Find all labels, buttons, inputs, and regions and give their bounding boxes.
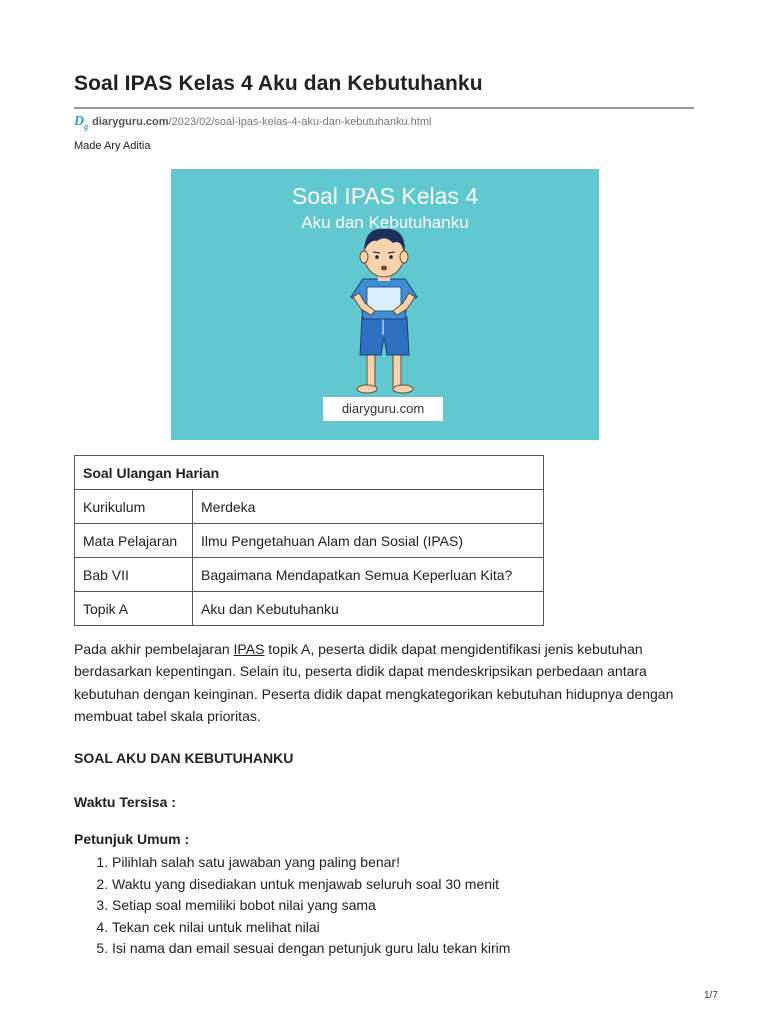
source-domain[interactable]: diaryguru.com xyxy=(92,116,169,129)
table-row xyxy=(75,490,544,524)
info-table xyxy=(74,455,544,626)
table-value: Ilmu Pengetahuan Alam dan Sosial (IPAS) xyxy=(193,524,544,558)
section-heading: SOAL AKU DAN KEBUTUHANKU xyxy=(74,750,294,766)
list-item: 4. Tekan cek nilai untuk melihat nilai xyxy=(112,917,510,939)
table-key: Topik A xyxy=(75,592,193,626)
banner-site-tag: diaryguru.com xyxy=(323,397,443,421)
diaryguru-logo-icon: $D_g$ xyxy=(74,114,89,131)
table-row xyxy=(75,524,544,558)
page-number: 1/7 xyxy=(704,990,718,1001)
source-url[interactable] xyxy=(74,114,431,131)
banner-title: Soal IPAS Kelas 4 xyxy=(291,183,479,209)
table-value: Merdeka xyxy=(193,490,544,524)
source-path[interactable]: /2023/02/soal-ipas-kelas-4-aku-dan-kebutuhanku.html xyxy=(168,116,432,129)
list-item: 2. Waktu yang disediakan untuk menjawab seluruh soal 30 menit xyxy=(112,874,510,896)
table-header: Soal Ulangan Harian xyxy=(75,456,544,490)
guide-heading: Petunjuk Umum : xyxy=(74,831,190,847)
guide-list xyxy=(74,852,510,960)
author-name: Made Ary Aditia xyxy=(74,140,151,152)
list-item: 5. Isi nama dan email sesuai dengan petunjuk guru lalu tekan kirim xyxy=(112,938,510,960)
table-row xyxy=(75,558,544,592)
title-divider xyxy=(74,107,694,109)
time-remaining-label: Waktu Tersisa : xyxy=(74,794,176,810)
table-value: Aku dan Kebutuhanku xyxy=(193,592,544,626)
ipas-link[interactable]: IPAS xyxy=(233,641,265,657)
list-item: 1. Pilihlah salah satu jawaban yang paling benar! xyxy=(112,852,510,874)
page-title: Soal IPAS Kelas 4 Aku dan Kebutuhanku xyxy=(74,72,483,95)
table-row xyxy=(75,592,544,626)
table-key: Bab VII xyxy=(75,558,193,592)
table-key: Mata Pelajaran xyxy=(75,524,193,558)
table-key: Kurikulum xyxy=(75,490,193,524)
list-item: 3. Setiap soal memiliki bobot nilai yang sama xyxy=(112,895,510,917)
table-header-row xyxy=(75,456,544,490)
banner-subtitle: Aku dan Kebutuhanku xyxy=(301,213,469,232)
cover-image xyxy=(171,169,599,440)
intro-paragraph: Pada akhir pembelajaran IPAS topik A, peserta didik dapat mengidentifikasi jenis kebutuhan berdasarkan kepentingan. Selain itu, peserta didik dapat mendeskripsikan perbedaan antara kebutuhan dengan keinginan. Peserta didik dapat mengkategorikan kebutuhan hidupnya dengan membuat tabel skala prioritas. xyxy=(74,641,674,724)
table-value: Bagaimana Mendapatkan Semua Keperluan Kita? xyxy=(193,558,544,592)
